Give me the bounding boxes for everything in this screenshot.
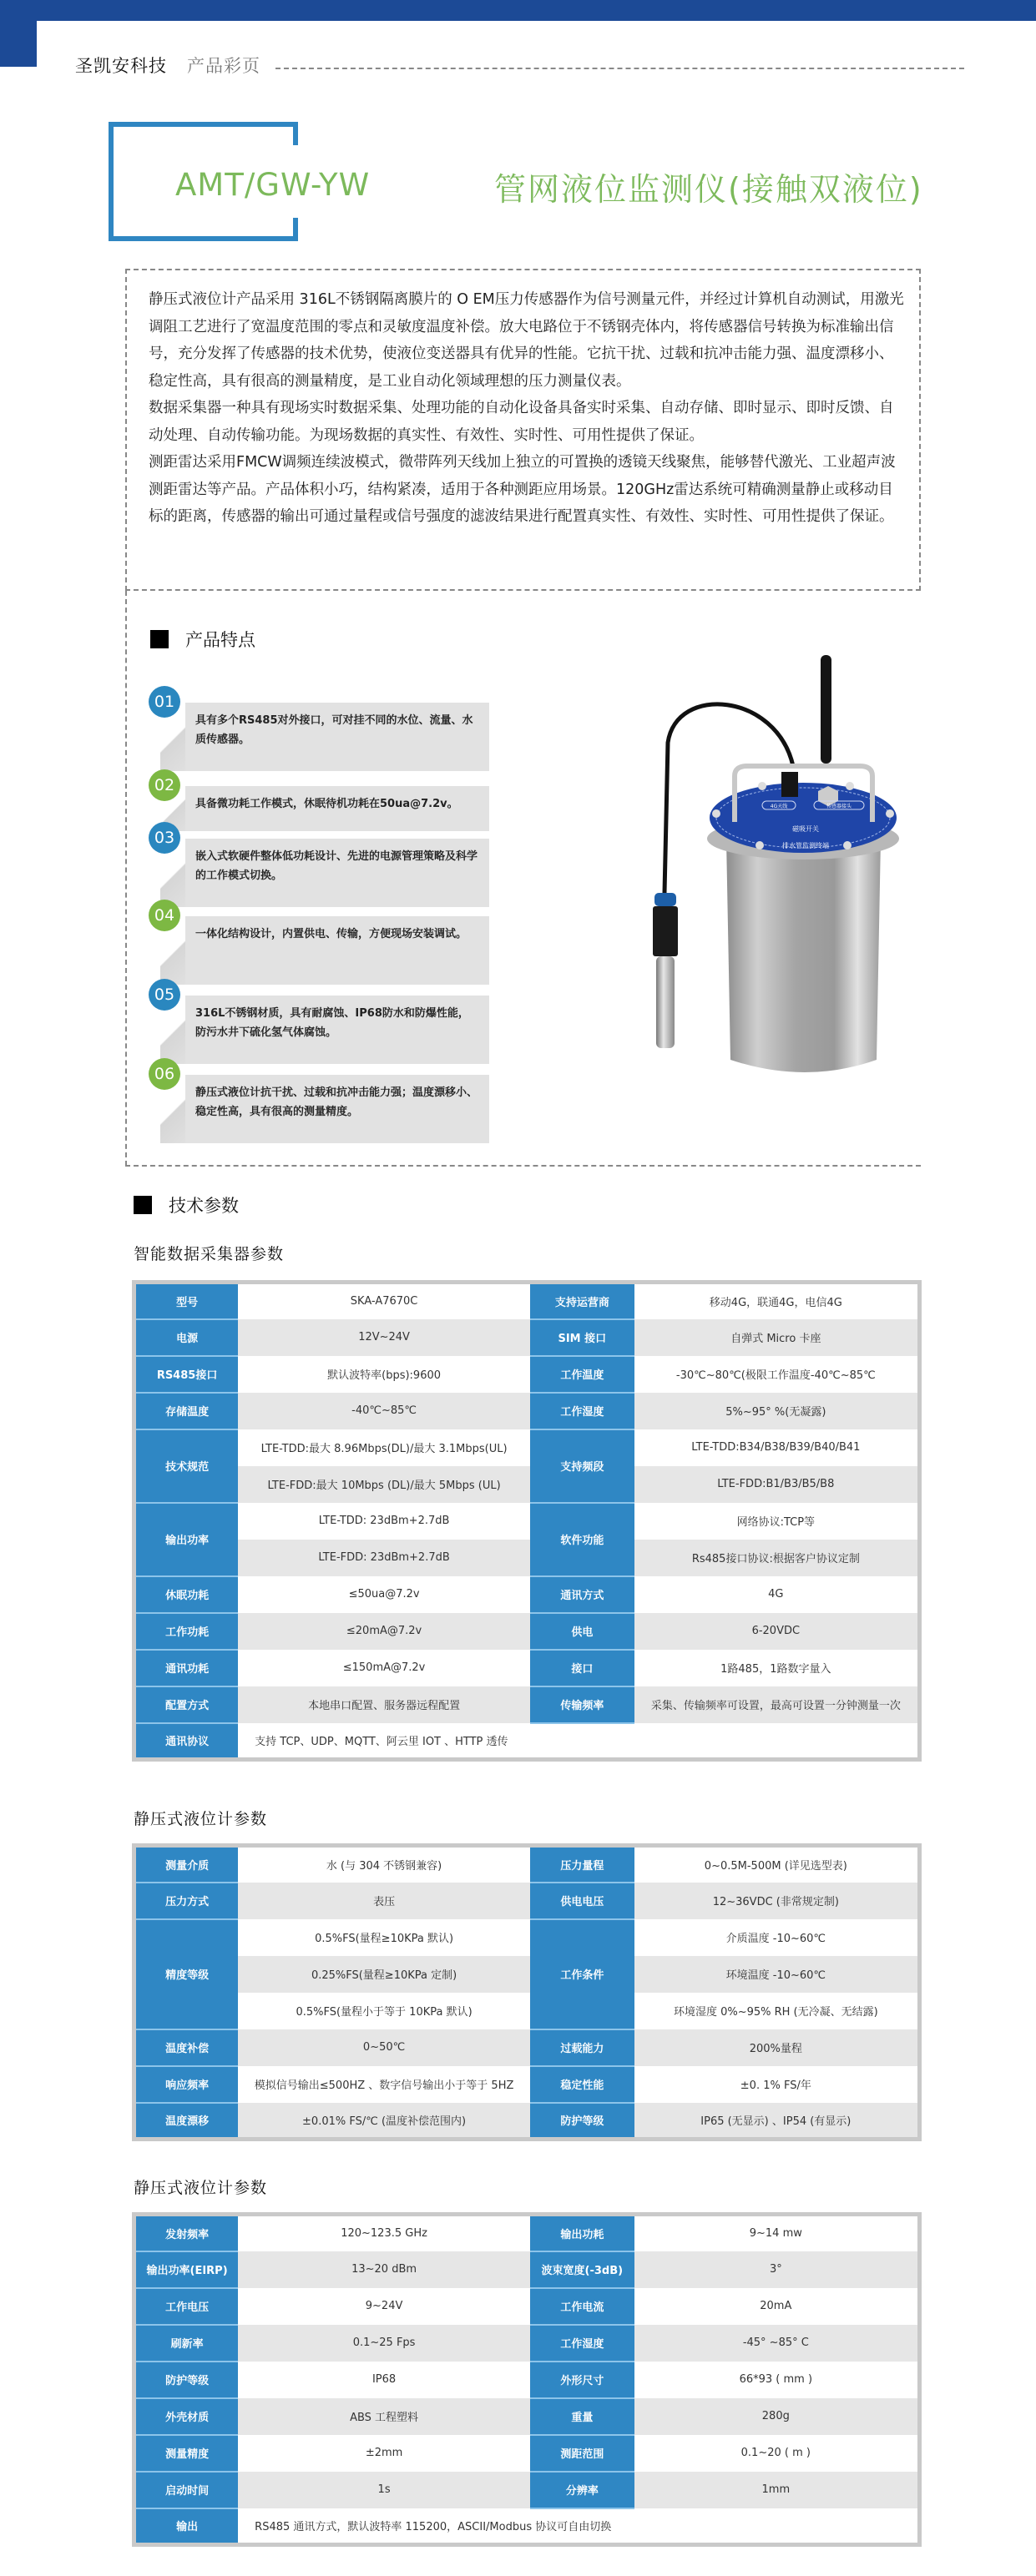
features-heading xyxy=(150,627,255,652)
param-value: -45° ~85° C xyxy=(634,2325,920,2362)
table-row xyxy=(134,1919,920,1956)
table-row xyxy=(134,1393,920,1429)
param-label: 输出 xyxy=(134,2508,239,2545)
product-illustration xyxy=(584,643,910,1127)
table-row xyxy=(134,2251,920,2288)
param-value: 0~0.5M-500M (详见选型表) xyxy=(634,1846,920,1883)
param-value: 介质温度 -10~60℃ xyxy=(634,1919,920,1956)
table-row xyxy=(134,2288,920,2325)
param-value: LTE-FDD:B1/B3/B5/B8 xyxy=(634,1466,920,1503)
param-label: 接口 xyxy=(530,1650,634,1686)
param-value: 4G xyxy=(634,1576,920,1613)
param-label: 通讯方式 xyxy=(530,1576,634,1613)
param-label: 刷新率 xyxy=(134,2325,239,2362)
param-label: 测距范围 xyxy=(530,2435,634,2472)
heading-square-icon xyxy=(134,1196,152,1214)
param-label: 防护等级 xyxy=(530,2103,634,2140)
param-value: 3° xyxy=(634,2251,920,2288)
top-left-block xyxy=(0,0,37,67)
param-label: 精度等级 xyxy=(134,1919,239,2029)
table-row xyxy=(134,1686,920,1723)
param-value: 本地串口配置、服务器远程配置 xyxy=(238,1686,530,1723)
table-row xyxy=(134,1466,920,1503)
param-value: 0~50℃ xyxy=(238,2029,530,2066)
param-label: 输出功耗 xyxy=(530,2215,634,2251)
features-frame-bottom xyxy=(125,1165,921,1167)
intro-paragraph: 测距雷达采用FMCW调频连续波模式，微带阵列天线加上独立的可置换的透镜天线聚焦，能够替代激光、工业超声波测距雷达等产品。产品体积小巧，结构紧凑，适用于各种测距应用场景。120GHz雷达系统可精确测量静止或移动目标的距离，传感器的输出可通过量程或信号强度的滤波结果进行配置真实性、有效性、实时性、可用性提供了保证。 xyxy=(149,454,896,525)
table-row xyxy=(134,1540,920,1576)
param-label: 温度漂移 xyxy=(134,2103,239,2140)
param-label: 传输频率 xyxy=(530,1686,634,1723)
tech-heading xyxy=(134,1192,239,1217)
param-value: 120~123.5 GHz xyxy=(238,2215,530,2251)
table-row xyxy=(134,1650,920,1686)
brand-name: 圣凯安科技 xyxy=(75,56,167,76)
param-value: 12~36VDC (非常规定制) xyxy=(634,1883,920,1919)
param-value: 自弹式 Micro 卡座 xyxy=(634,1319,920,1356)
param-label: 压力方式 xyxy=(134,1883,239,1919)
param-value: 0.5%FS(量程≥10KPa 默认) xyxy=(238,1919,530,1956)
param-value: 环境温度 -10~60℃ xyxy=(634,1956,920,1993)
param-label: 工作条件 xyxy=(530,1919,634,2029)
param-label: RS485接口 xyxy=(134,1356,239,1393)
param-label: 过载能力 xyxy=(530,2029,634,2066)
table-row xyxy=(134,2215,920,2251)
table-title-collector: 智能数据采集器参数 xyxy=(134,1245,285,1263)
param-label: 外壳材质 xyxy=(134,2398,239,2435)
heading-square-icon xyxy=(150,630,169,648)
lid-label-device: 排水管监测终端 xyxy=(782,842,829,849)
feature-number-badge: 02 xyxy=(149,769,180,801)
param-label: 测量介质 xyxy=(134,1846,239,1883)
param-label: 工作电流 xyxy=(530,2288,634,2325)
intro-paragraph: 数据采集器一种具有现场实时数据采集、处理功能的自动化设备具备实时采集、自动存储、即时显示、即时反馈、自动处理、自动传输功能。为现场数据的真实性、有效性、实时性、可用性提供了保证。 xyxy=(149,400,894,444)
param-value: 模拟信号输出≤500HZ 、数字信号输出小于等于 5HZ xyxy=(238,2066,530,2103)
param-label: 软件功能 xyxy=(530,1503,634,1576)
feature-number-badge: 01 xyxy=(149,686,180,718)
param-label: 支持运营商 xyxy=(530,1283,634,1319)
table-row xyxy=(134,1956,920,1993)
spec-table xyxy=(132,1843,922,2141)
param-label: 防护等级 xyxy=(134,2362,239,2398)
param-value: 表压 xyxy=(238,1883,530,1919)
param-value: -40℃~85℃ xyxy=(238,1393,530,1429)
param-label: 测量精度 xyxy=(134,2435,239,2472)
table-title-radar: 静压式液位计参数 xyxy=(134,2179,268,2197)
param-value: LTE-TDD:最大 8.96Mbps(DL)/最大 3.1Mbps(UL) xyxy=(238,1429,530,1466)
intro-text xyxy=(149,286,904,531)
param-label: 技术规范 xyxy=(134,1429,239,1503)
feature-text: 静压式液位计抗干扰、过载和抗冲击能力强；温度漂移小、稳定性高，具有很高的测量精度。 xyxy=(185,1075,489,1143)
param-label: 工作湿度 xyxy=(530,1393,634,1429)
param-label: 响应频率 xyxy=(134,2066,239,2103)
param-value: 1s xyxy=(238,2472,530,2508)
param-label: 工作湿度 xyxy=(530,2325,634,2362)
feature-text: 316L不锈钢材质，具有耐腐蚀、IP68防水和防爆性能，防污水井下硫化氢气体腐蚀。 xyxy=(185,996,489,1064)
param-label: 分辨率 xyxy=(530,2472,634,2508)
product-image xyxy=(584,643,910,1127)
table-row xyxy=(134,2472,920,2508)
param-value: ≤20mA@7.2v xyxy=(238,1613,530,1650)
table-row xyxy=(134,1429,920,1466)
param-value: IP65 (无显示) 、IP54 (有显示) xyxy=(634,2103,920,2140)
feature-text: 具有多个RS485对外接口，可对挂不同的水位、流量、水质传感器。 xyxy=(185,703,489,771)
param-value: IP68 xyxy=(238,2362,530,2398)
title-bracket-right-bottom xyxy=(293,218,298,241)
param-label: 重量 xyxy=(530,2398,634,2435)
table-row xyxy=(134,1503,920,1540)
param-value: 网络协议:TCP等 xyxy=(634,1503,920,1540)
feature-text: 具备微功耗工作模式，休眠待机功耗在50ua@7.2v。 xyxy=(185,786,489,831)
table-row xyxy=(134,2362,920,2398)
param-value: 0.5%FS(量程小于等于 10KPa 默认) xyxy=(238,1993,530,2029)
brand-subtitle: 产品彩页 xyxy=(187,56,260,76)
param-value: 280g xyxy=(634,2398,920,2435)
header-divider xyxy=(275,68,964,69)
spec-table xyxy=(132,1280,922,1762)
feature-number-badge: 04 xyxy=(149,900,180,931)
param-value: 200%量程 xyxy=(634,2029,920,2066)
param-value: 66*93 ( mm ) xyxy=(634,2362,920,2398)
param-value: 1mm xyxy=(634,2472,920,2508)
table-row xyxy=(134,2029,920,2066)
param-label: 配置方式 xyxy=(134,1686,239,1723)
param-value: 9~24V xyxy=(238,2288,530,2325)
param-label: 工作温度 xyxy=(530,1356,634,1393)
table-row xyxy=(134,1723,920,1760)
param-value: 9~14 mw xyxy=(634,2215,920,2251)
param-value: 支持 TCP、UDP、MQTT、阿云里 IOT 、HTTP 透传 xyxy=(238,1723,919,1760)
param-value: 20mA xyxy=(634,2288,920,2325)
top-bar xyxy=(0,0,1036,21)
param-label: 支持频段 xyxy=(530,1429,634,1503)
param-value: -30℃~80℃(极限工作温度-40℃~85℃ xyxy=(634,1356,920,1393)
feature-text: 一体化结构设计，内置供电、传输，方便现场安装调试。 xyxy=(185,916,489,985)
features-frame-left xyxy=(125,591,127,1166)
table-row xyxy=(134,2103,920,2140)
param-value: LTE-TDD: 23dBm+2.7dB xyxy=(238,1503,530,1540)
param-value: 6-20VDC xyxy=(634,1613,920,1650)
param-value: LTE-FDD:最大 10Mbps (DL)/最大 5Mbps (UL) xyxy=(238,1466,530,1503)
product-title: 管网液位监测仪(接触双液位) xyxy=(494,171,923,208)
table-row xyxy=(134,2508,920,2545)
param-value: LTE-TDD:B34/B38/B39/B40/B41 xyxy=(634,1429,920,1466)
features-heading-label: 产品特点 xyxy=(185,630,255,650)
table-row xyxy=(134,1846,920,1883)
param-label: 工作功耗 xyxy=(134,1613,239,1650)
param-label: 供电 xyxy=(530,1613,634,1650)
param-value: ±0. 1% FS/年 xyxy=(634,2066,920,2103)
param-label: 休眠功耗 xyxy=(134,1576,239,1613)
param-label: 输出功率(EIRP) xyxy=(134,2251,239,2288)
param-label: 稳定性能 xyxy=(530,2066,634,2103)
param-label: 供电电压 xyxy=(530,1883,634,1919)
table-row xyxy=(134,2325,920,2362)
param-value: 13~20 dBm xyxy=(238,2251,530,2288)
param-value: 0.1~20 ( m ) xyxy=(634,2435,920,2472)
lid-label-sensor: 传感器接头 xyxy=(826,804,852,809)
param-label: 压力量程 xyxy=(530,1846,634,1883)
table-row xyxy=(134,1883,920,1919)
param-value: RS485 通讯方式，默认波特率 115200，ASCII/Modbus 协议可自由切换 xyxy=(238,2508,919,2545)
param-label: 发射频率 xyxy=(134,2215,239,2251)
intro-paragraph: 静压式液位计产品采用 316L不锈钢隔离膜片的 O EM压力传感器作为信号测量元件，并经过计算机自动测试，用激光调阻工艺进行了宽温度范围的零点和灵敏度温度补偿。放大电路位于不锈钢壳体内，将传感器信号转换为标准输出信号，充分发挥了传感器的技术优势，使液位变送器具有优异的性能。它抗干扰、过载和抗冲击能力强、温度漂移小、稳定性高，具有很高的测量精度，是工业自动化领域理想的压力测量仪表。 xyxy=(149,291,904,390)
param-value: Rs485接口协议:根据客户协议定制 xyxy=(634,1540,920,1576)
product-model: AMT/GW-YW xyxy=(175,167,371,203)
title-bracket-right-top xyxy=(293,122,298,145)
param-value: 1路485，1路数字量入 xyxy=(634,1650,920,1686)
param-value: ≤150mA@7.2v xyxy=(238,1650,530,1686)
feature-text: 嵌入式软硬件整体低功耗设计、先进的电源管理策略及科学的工作模式切换。 xyxy=(185,839,489,907)
tech-heading-label: 技术参数 xyxy=(169,1196,239,1216)
param-value: 5%~95° %(无凝露) xyxy=(634,1393,920,1429)
param-value: 0.25%FS(量程≥10KPa 定制) xyxy=(238,1956,530,1993)
param-value: ±0.01% FS/℃ (温度补偿范围内) xyxy=(238,2103,530,2140)
param-value: ±2mm xyxy=(238,2435,530,2472)
table-row xyxy=(134,2435,920,2472)
param-value: 移动4G，联通4G，电信4G xyxy=(634,1283,920,1319)
param-value: 0.1~25 Fps xyxy=(238,2325,530,2362)
feature-number-badge: 03 xyxy=(149,822,180,854)
table-row xyxy=(134,1319,920,1356)
param-label: SIM 接口 xyxy=(530,1319,634,1356)
param-value: 采集、传输频率可设置，最高可设置一分钟测量一次 xyxy=(634,1686,920,1723)
table-row xyxy=(134,2066,920,2103)
param-label: 温度补偿 xyxy=(134,2029,239,2066)
param-value: 12V~24V xyxy=(238,1319,530,1356)
table-row xyxy=(134,1576,920,1613)
param-label: 存储温度 xyxy=(134,1393,239,1429)
param-value: 水 (与 304 不锈钢兼容) xyxy=(238,1846,530,1883)
param-label: 电源 xyxy=(134,1319,239,1356)
param-value: ABS 工程塑料 xyxy=(238,2398,530,2435)
param-label: 通讯协议 xyxy=(134,1723,239,1760)
lid-label-antenna: 4G天线 xyxy=(770,804,788,809)
param-label: 型号 xyxy=(134,1283,239,1319)
param-label: 外形尺寸 xyxy=(530,2362,634,2398)
param-value: ≤50ua@7.2v xyxy=(238,1576,530,1613)
param-label: 通讯功耗 xyxy=(134,1650,239,1686)
lid-label-switch: 磁吸开关 xyxy=(792,825,819,833)
table-row xyxy=(134,1993,920,2029)
feature-number-badge: 06 xyxy=(149,1058,180,1090)
param-value: SKA-A7670C xyxy=(238,1283,530,1319)
table-row xyxy=(134,1613,920,1650)
spec-table xyxy=(132,2212,922,2547)
param-label: 启动时间 xyxy=(134,2472,239,2508)
param-label: 输出功率 xyxy=(134,1503,239,1576)
table-title-pressure: 静压式液位计参数 xyxy=(134,1810,268,1828)
param-value: LTE-FDD: 23dBm+2.7dB xyxy=(238,1540,530,1576)
feature-number-badge: 05 xyxy=(149,979,180,1011)
param-value: 默认波特率(bps):9600 xyxy=(238,1356,530,1393)
param-label: 工作电压 xyxy=(134,2288,239,2325)
table-row xyxy=(134,1283,920,1319)
table-row xyxy=(134,2398,920,2435)
param-value: 环境湿度 0%~95% RH (无冷凝、无结露) xyxy=(634,1993,920,2029)
table-row xyxy=(134,1356,920,1393)
param-label: 波束宽度(-3dB) xyxy=(530,2251,634,2288)
